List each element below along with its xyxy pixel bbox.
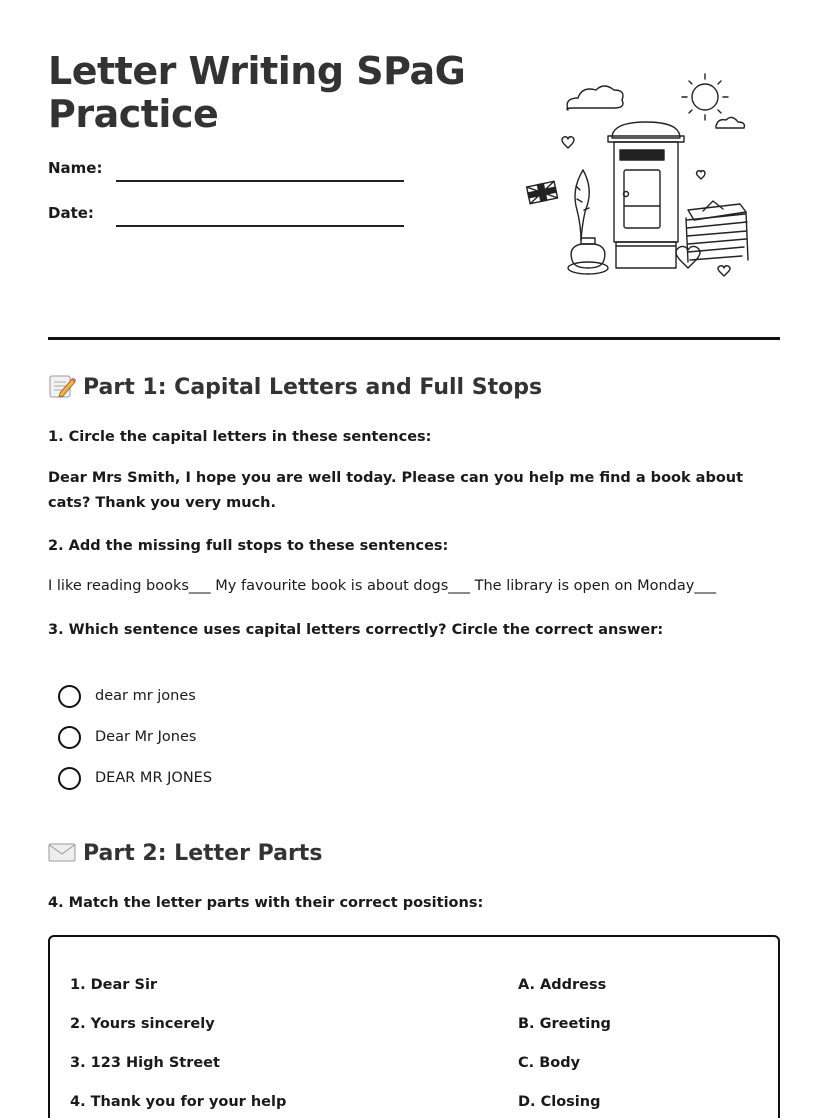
match-right-item[interactable]: C. Body — [518, 1055, 581, 1071]
post-box-illustration — [520, 60, 760, 290]
section-divider — [48, 337, 780, 340]
part-2-heading — [48, 839, 322, 866]
radio-circle[interactable] — [58, 726, 81, 749]
envelope-icon — [48, 839, 76, 865]
question-3: 3. Which sentence uses capital letters correctly? Circle the correct answer: — [48, 622, 664, 638]
date-label: Date: — [48, 204, 94, 222]
part-1-heading — [48, 373, 542, 400]
match-right-item[interactable]: A. Address — [518, 977, 607, 993]
part-2-title: Part 2: Letter Parts — [83, 841, 323, 866]
match-left-item[interactable]: 3. 123 High Street — [70, 1055, 220, 1071]
option-label: Dear Mr Jones — [95, 729, 197, 745]
answer-option-2[interactable] — [58, 725, 196, 749]
matching-box — [48, 935, 780, 1118]
question-1-passage: Dear Mrs Smith, I hope you are well today. Please can you help me find a book about cats? Thank you very much. — [48, 470, 744, 511]
question-4: 4. Match the letter parts with their correct positions: — [48, 895, 484, 911]
answer-option-3[interactable] — [58, 766, 212, 790]
answer-option-1[interactable] — [58, 684, 196, 708]
radio-circle[interactable] — [58, 685, 81, 708]
title-line-1: Letter Writing SPaG — [48, 49, 466, 93]
memo-icon — [48, 373, 76, 399]
question-1: 1. Circle the capital letters in these sentences: — [48, 429, 432, 445]
question-2-sentences: I like reading books___ My favourite book is about dogs___ The library is open on Monday___ — [48, 578, 717, 594]
radio-circle[interactable] — [58, 767, 81, 790]
part-1-title: Part 1: Capital Letters and Full Stops — [83, 375, 543, 400]
name-field[interactable] — [116, 180, 404, 182]
match-right-item[interactable]: B. Greeting — [518, 1016, 611, 1032]
name-label: Name: — [48, 159, 103, 177]
option-label: DEAR MR JONES — [95, 770, 213, 786]
title-line-2: Practice — [48, 92, 219, 136]
match-right-item[interactable]: D. Closing — [518, 1094, 601, 1110]
match-left-item[interactable]: 1. Dear Sir — [70, 977, 158, 993]
worksheet-title — [48, 50, 468, 136]
question-2: 2. Add the missing full stops to these sentences: — [48, 538, 449, 554]
match-left-item[interactable]: 4. Thank you for your help — [70, 1094, 287, 1110]
date-field[interactable] — [116, 225, 404, 227]
match-left-item[interactable]: 2. Yours sincerely — [70, 1016, 215, 1032]
option-label: dear mr jones — [95, 688, 196, 704]
